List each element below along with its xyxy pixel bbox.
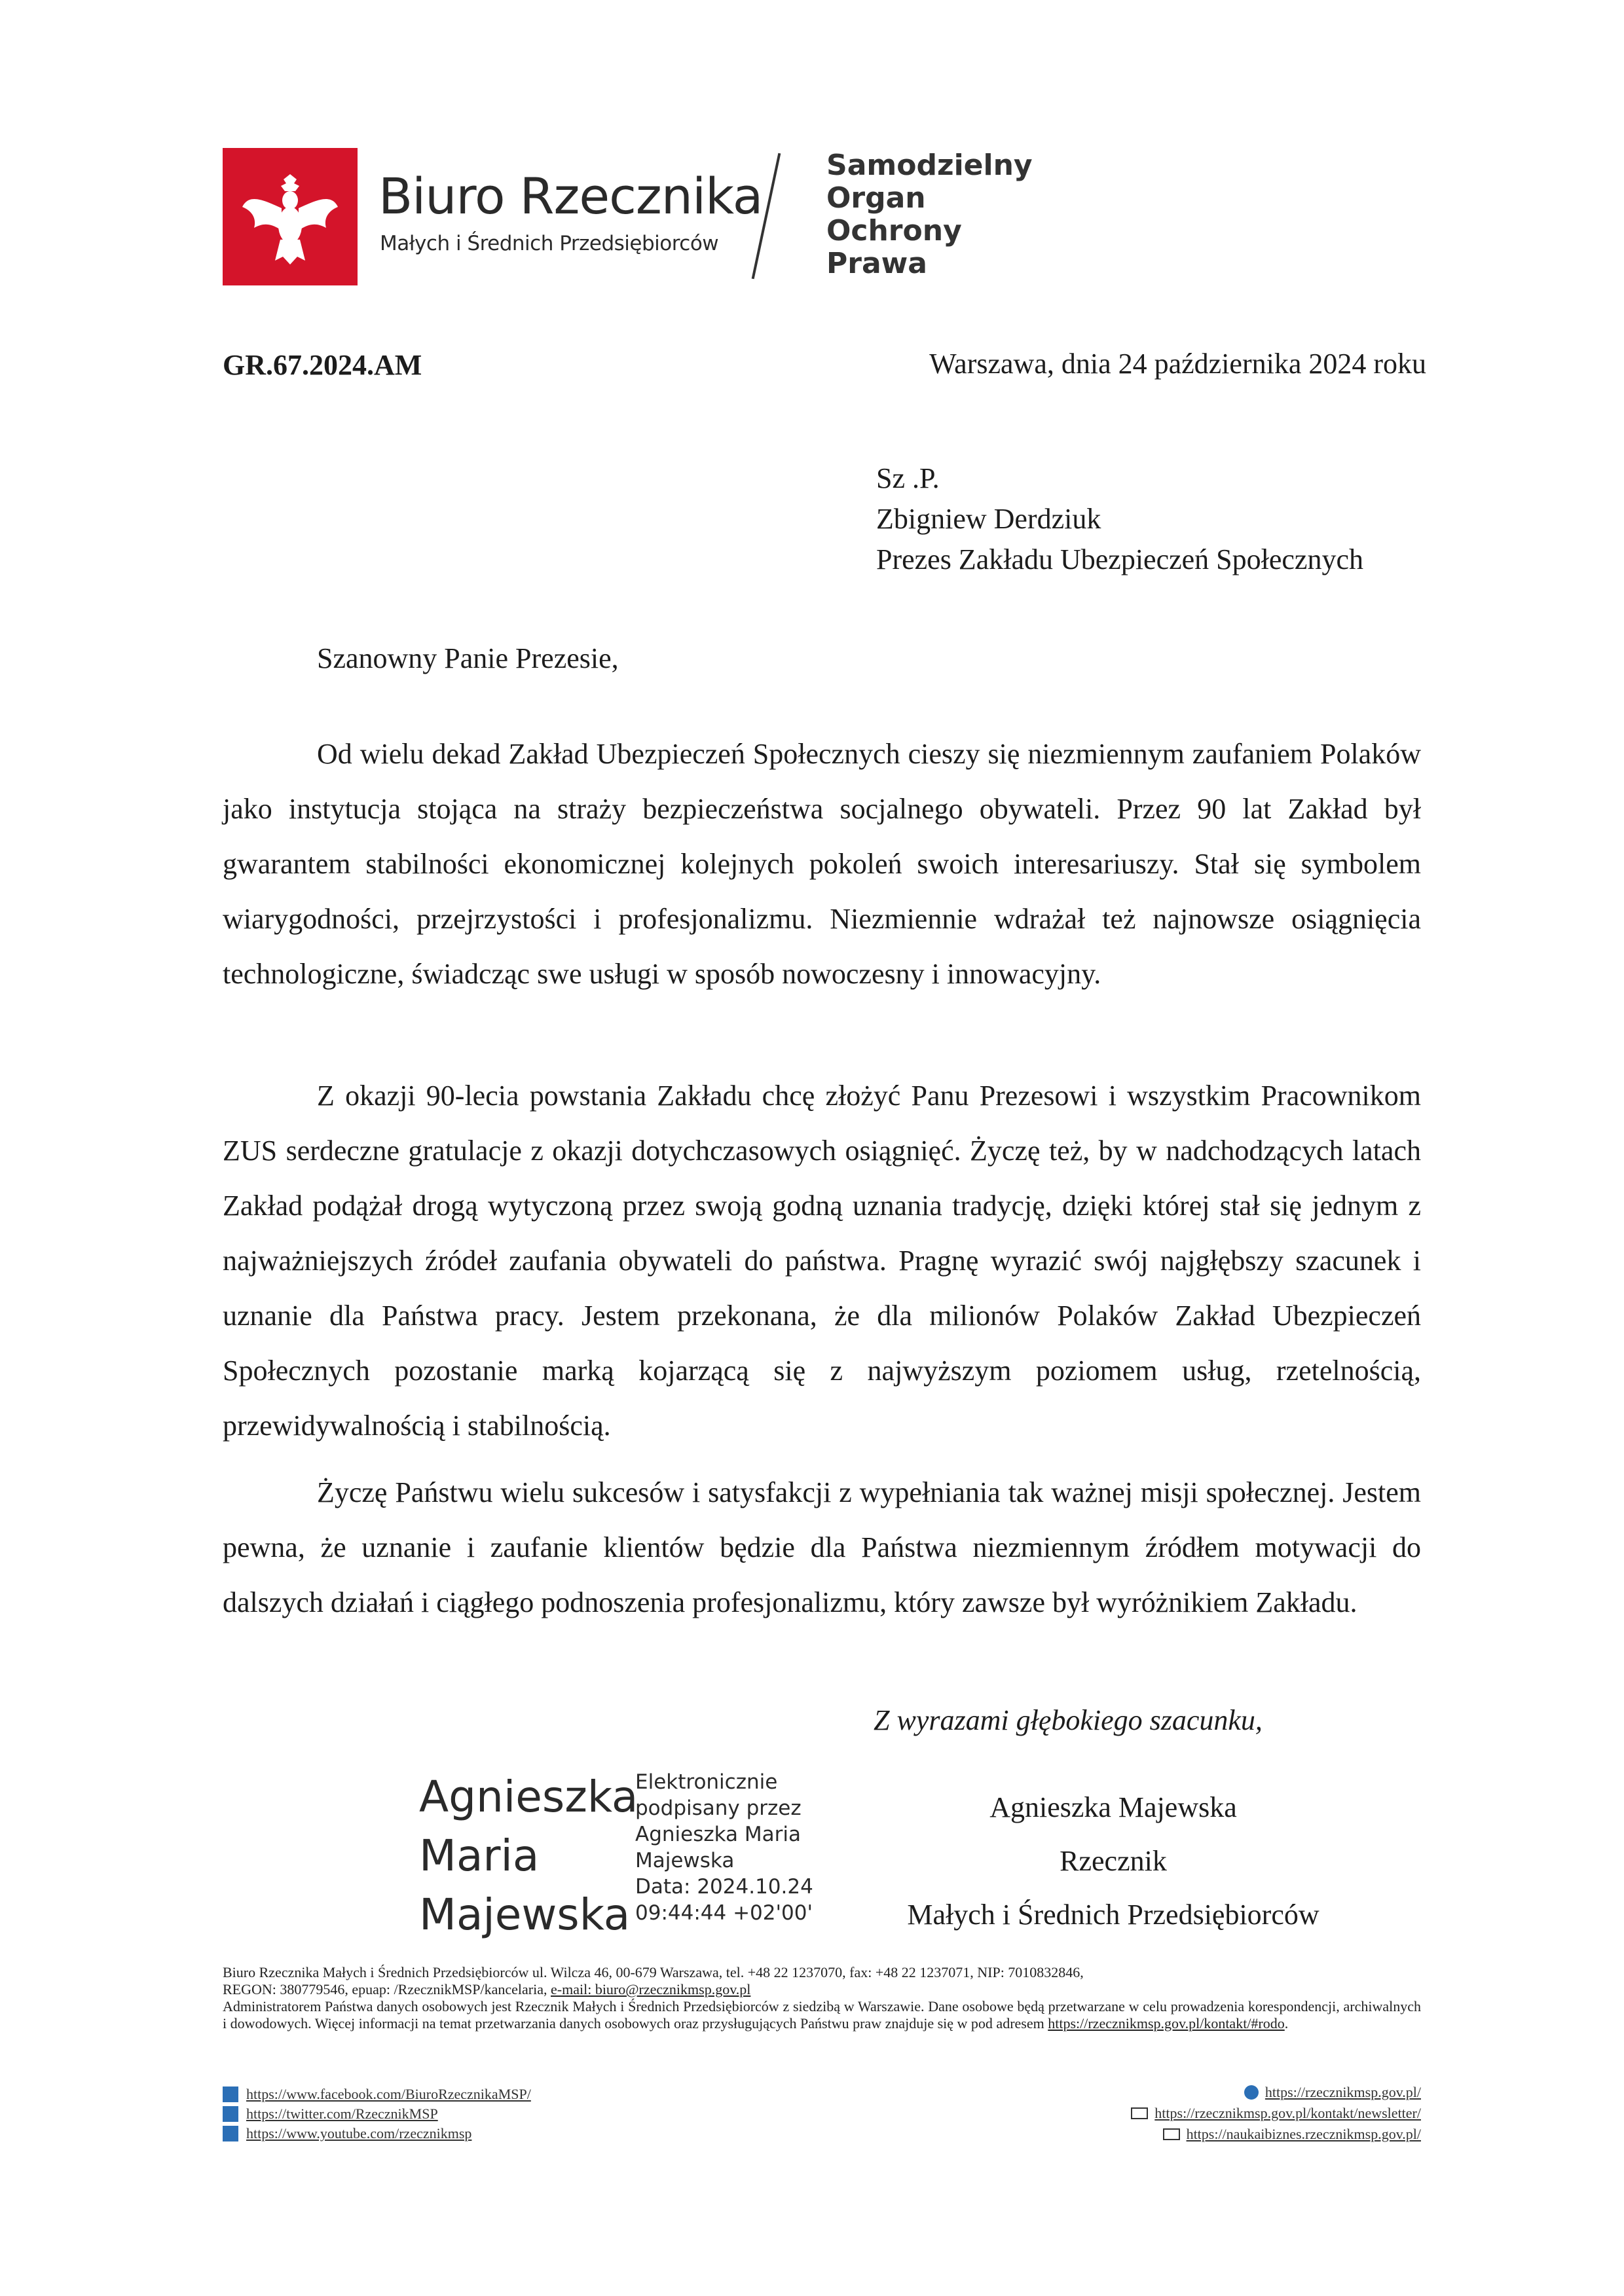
footer-gdpr: [223, 1998, 1421, 2032]
esignature-detail-line: Agnieszka Maria: [635, 1823, 801, 1846]
footer-gdpr-end: .: [1284, 2015, 1289, 2032]
website-link[interactable]: https://rzecznikmsp.gov.pl/: [1264, 2084, 1421, 2100]
newsletter-icon: [1163, 2128, 1180, 2140]
polish-eagle-emblem: [223, 148, 358, 285]
youtube-icon: [223, 2126, 238, 2141]
body-paragraph: [223, 1465, 1421, 1630]
tagline-line: Organ: [826, 181, 926, 215]
youtube-link[interactable]: https://www.youtube.com/rzecznikmsp: [246, 2125, 472, 2141]
paragraph-text: Życzę Państwu wielu sukcesów i satysfakcji z wypełniania tak ważnej misji społecznej. Jestem pewna, że uznanie i zaufanie klientów będzie dla Państwa niezmiennym źródłem motywacji do dalszych działań i ciągłego podnoszenia profesjonalizmu, który zawsze był wyróżnikiem Zakładu.: [223, 1476, 1421, 1618]
esignature-detail-line: podpisany przez: [635, 1796, 802, 1820]
closing-phrase: Z wyrazami głębokiego szacunku,: [874, 1704, 1263, 1736]
footer-registry-text: REGON: 380779546, epuap: /RzecznikMSP/kancelaria,: [223, 1981, 551, 1997]
paragraph-text: Od wielu dekad Zakład Ubezpieczeń Społecznych cieszy się niezmiennym zaufaniem Polaków jako instytucja stojąca na straży bezpieczeństwa socjalnego obywateli. Przez 90 lat Zakład był gwarantem stabilności ekonomicznej kolejnych pokoleń swoich interesariuszy. Stał się symbolem wiarygodności, przejrzystości i profesjonalizmu. Niezmiennie wdrażał też najnowsze osiągnięcia technologiczne, świadcząc swe usługi w sposób nowoczesny i innowacyjny.: [223, 738, 1421, 990]
social-link-row[interactable]: [223, 2104, 531, 2124]
body-paragraph: [223, 727, 1421, 1002]
newsletter-icon: [1131, 2107, 1148, 2119]
footer-gdpr-link[interactable]: https://rzecznikmsp.gov.pl/kontakt/#rodo: [1048, 2015, 1285, 2032]
letter-date: Warszawa, dnia 24 października 2024 roku: [929, 348, 1426, 380]
org-name: Biuro Rzecznika: [378, 167, 763, 225]
facebook-link[interactable]: https://www.facebook.com/BiuroRzecznikaMSP/: [246, 2086, 531, 2102]
esignature-detail-line: 09:44:44 +02'00': [635, 1901, 813, 1925]
esignature-detail-line: Elektronicznie: [635, 1770, 778, 1794]
eagle-icon: [223, 148, 358, 285]
facebook-icon: [223, 2086, 238, 2102]
footer-email-link[interactable]: e-mail: biuro@rzecznikmsp.gov.pl: [551, 1981, 751, 1997]
recipient-line: Prezes Zakładu Ubezpieczeń Społecznych: [876, 543, 1363, 575]
recipient-line: Sz .P.: [876, 462, 940, 494]
tagline-line: Samodzielny: [826, 149, 1033, 182]
esignature-detail-line: Majewska: [635, 1849, 735, 1872]
footer-gdpr-text: Administratorem Państwa danych osobowych jest Rzecznik Małych i Średnich Przedsiębiorców z siedzibą w Warszawie. Dane osobowe będą przetwarzane w celu prowadzenia korespondencji, archiwalnych i dowodowych. Więcej informacji na temat przetwarzania danych osobowych oraz przysługujących Państwu praw znajduje się w pod adresem: [223, 1998, 1421, 2032]
signer-block: [871, 1781, 1356, 1942]
globe-icon: [1244, 2085, 1259, 2100]
org-subtitle: Małych i Średnich Przedsiębiorców: [380, 232, 719, 255]
site-link-row[interactable]: [1131, 2103, 1421, 2124]
recipient-block: [876, 458, 1363, 580]
signer-name: Agnieszka Majewska: [989, 1791, 1237, 1823]
recipient-line: Zbigniew Derdziuk: [876, 503, 1101, 535]
twitter-icon: [223, 2106, 238, 2122]
esignature-name-line: Majewska: [419, 1889, 631, 1940]
social-link-row[interactable]: [223, 2085, 531, 2104]
esignature-name-line: Maria: [419, 1831, 540, 1881]
esignature-details: [635, 1769, 813, 1926]
tagline-line: Prawa: [826, 247, 927, 280]
site-link-row[interactable]: [1131, 2082, 1421, 2103]
org-tagline: [826, 149, 1033, 280]
esignature-name: [419, 1768, 638, 1944]
footer-address: Biuro Rzecznika Małych i Średnich Przedsiębiorców ul. Wilcza 46, 00-679 Warszawa, tel. +48 22 1237070, fax: +48 22 1237071, NIP: 7010832846,: [223, 1964, 1084, 1980]
site-links: [1131, 2082, 1421, 2145]
footer-registry: [223, 1981, 1421, 1998]
reference-number: GR.67.2024.AM: [223, 349, 422, 381]
paragraph-text: Z okazji 90-lecia powstania Zakładu chcę złożyć Panu Prezesowi i wszystkim Pracownikom ZUS serdeczne gratulacje z okazji dotychczasowych osiągnięć. Życzę też, by w nadchodzących latach Zakład podążał drogą wytyczoną przez swoją godną uznania tradycję, dzięki której stał się jednym z najważniejszych źródeł zaufania obywateli do państwa. Pragnę wyrazić swój najgłębszy szacunek i uznanie dla Państwa pracy. Jestem przekonana, że dla milionów Polaków Zakład Ubezpieczeń Społecznych pozostanie marką kojarzącą się z najwyższym poziomem usług, rzetelnością, przewidywalnością i stabilnością.: [223, 1080, 1421, 1442]
tagline-line: Ochrony: [826, 214, 962, 247]
footer-info: [223, 1964, 1421, 2032]
social-links: [223, 2085, 531, 2143]
social-link-row[interactable]: [223, 2124, 531, 2143]
esignature-detail-line: Data: 2024.10.24: [635, 1875, 813, 1899]
greeting: Szanowny Panie Prezesie,: [317, 642, 619, 674]
site-link-row[interactable]: [1131, 2124, 1421, 2145]
twitter-link[interactable]: https://twitter.com/RzecznikMSP: [246, 2105, 438, 2122]
signer-title: Rzecznik: [1060, 1845, 1167, 1877]
signer-office: Małych i Średnich Przedsiębiorców: [907, 1899, 1320, 1931]
body-paragraph: [223, 1068, 1421, 1453]
science-business-link[interactable]: https://naukaibiznes.rzecznikmsp.gov.pl/: [1186, 2126, 1421, 2142]
esignature-name-line: Agnieszka: [419, 1772, 638, 1822]
newsletter-link[interactable]: https://rzecznikmsp.gov.pl/kontakt/newsletter/: [1154, 2105, 1421, 2121]
